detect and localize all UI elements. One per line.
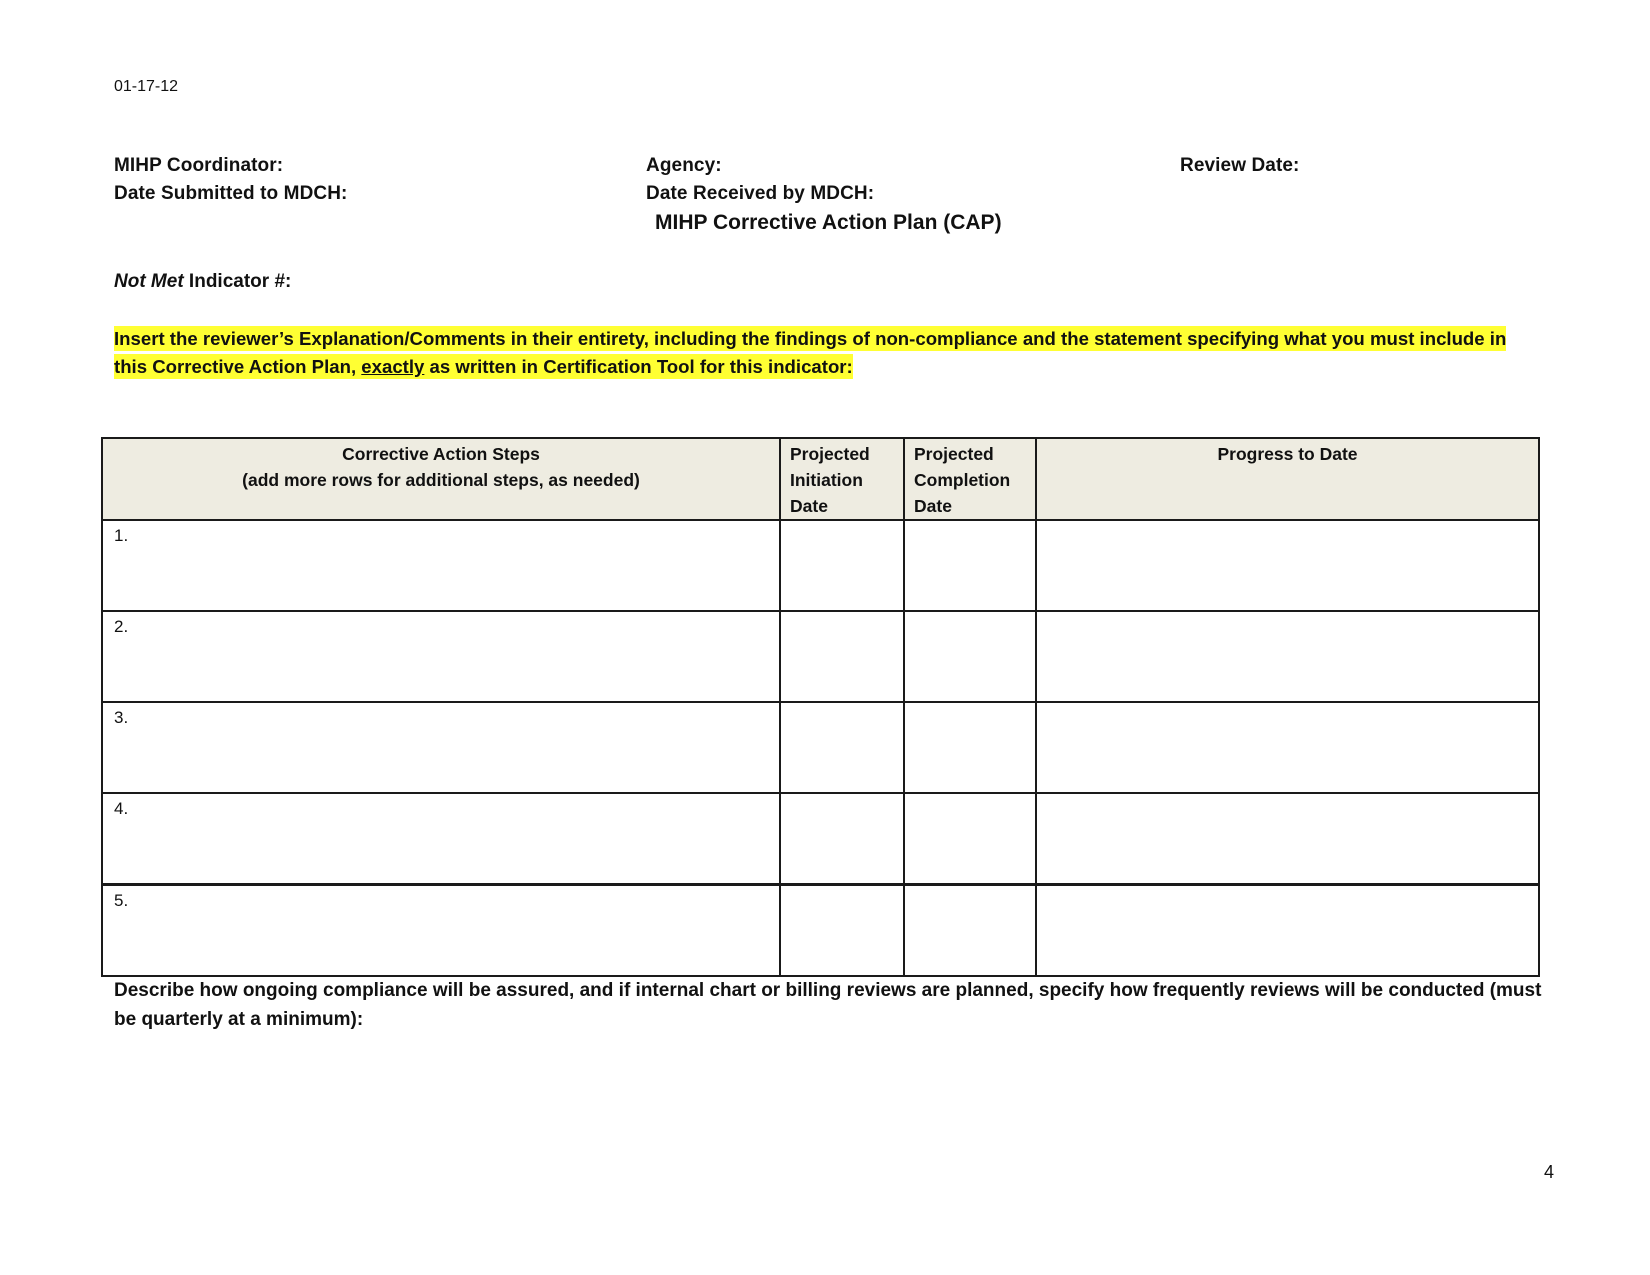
action-step-cell[interactable]: 2.	[102, 611, 780, 702]
coordinator-label: MIHP Coordinator:	[114, 155, 284, 176]
table-row	[102, 611, 1539, 702]
date-received-label: Date Received by MDCH:	[646, 183, 875, 204]
page-number: 4	[1544, 1162, 1555, 1182]
instruction-part1: Insert the reviewer’s Explanation/Comments in their entirety, including the findings of non-compliance and the statement specifying what you must include in this Corrective Action Plan,	[114, 328, 1507, 377]
instruction-text	[114, 325, 1544, 381]
date-submitted-label: Date Submitted to MDCH:	[114, 183, 348, 204]
initiation-date-cell[interactable]	[780, 611, 904, 702]
col-header-initiation-line3: Date	[790, 496, 828, 516]
instruction-highlight	[114, 326, 1506, 379]
completion-date-cell[interactable]	[904, 885, 1036, 977]
col-header-initiation-line2: Initiation	[790, 470, 863, 490]
completion-date-cell[interactable]	[904, 793, 1036, 885]
action-step-cell[interactable]: 5.	[102, 885, 780, 977]
col-header-initiation-line1: Projected	[790, 444, 870, 464]
not-met-text: Not Met	[114, 271, 184, 292]
ongoing-compliance-prompt: Describe how ongoing compliance will be assured, and if internal chart or billing reviews are planned, specify how frequently reviews will be conducted (must be quarterly at a minimum):	[114, 980, 1542, 1030]
progress-cell[interactable]	[1036, 520, 1539, 611]
table-row	[102, 885, 1539, 977]
not-met-indicator-label	[114, 271, 291, 293]
completion-date-cell[interactable]	[904, 520, 1036, 611]
document-date-code: 01-17-12	[114, 78, 179, 95]
col-header-completion-line2: Completion	[914, 470, 1011, 490]
completion-date-cell[interactable]	[904, 702, 1036, 793]
col-header-progress: Progress to Date	[1036, 438, 1539, 520]
col-header-completion-date	[904, 438, 1036, 520]
initiation-date-cell[interactable]	[780, 793, 904, 885]
table-header-row	[102, 438, 1539, 520]
progress-cell[interactable]	[1036, 793, 1539, 885]
initiation-date-cell[interactable]	[780, 702, 904, 793]
review-date-label: Review Date:	[1180, 155, 1300, 176]
table-row	[102, 520, 1539, 611]
col-header-completion-line3: Date	[914, 496, 952, 516]
col-header-action-steps-subtitle: (add more rows for additional steps, as needed)	[242, 470, 640, 490]
col-header-action-steps-title: Corrective Action Steps	[342, 444, 540, 464]
progress-cell[interactable]	[1036, 611, 1539, 702]
initiation-date-cell[interactable]	[780, 520, 904, 611]
agency-label: Agency:	[646, 155, 722, 176]
initiation-date-cell[interactable]	[780, 885, 904, 977]
col-header-completion-line1: Projected	[914, 444, 994, 464]
corrective-action-table	[101, 437, 1540, 977]
page-title: MIHP Corrective Action Plan (CAP)	[655, 211, 1002, 234]
action-step-cell[interactable]: 4.	[102, 793, 780, 885]
completion-date-cell[interactable]	[904, 611, 1036, 702]
col-header-initiation-date	[780, 438, 904, 520]
progress-cell[interactable]	[1036, 702, 1539, 793]
indicator-number-label: Indicator #:	[183, 271, 292, 292]
col-header-action-steps	[102, 438, 780, 520]
action-step-cell[interactable]: 1.	[102, 520, 780, 611]
instruction-part2: as written in Certification Tool for this indicator:	[424, 356, 853, 377]
instruction-emphasis: exactly	[361, 356, 425, 377]
action-step-cell[interactable]: 3.	[102, 702, 780, 793]
progress-cell[interactable]	[1036, 885, 1539, 977]
table-row	[102, 793, 1539, 885]
table-row	[102, 702, 1539, 793]
